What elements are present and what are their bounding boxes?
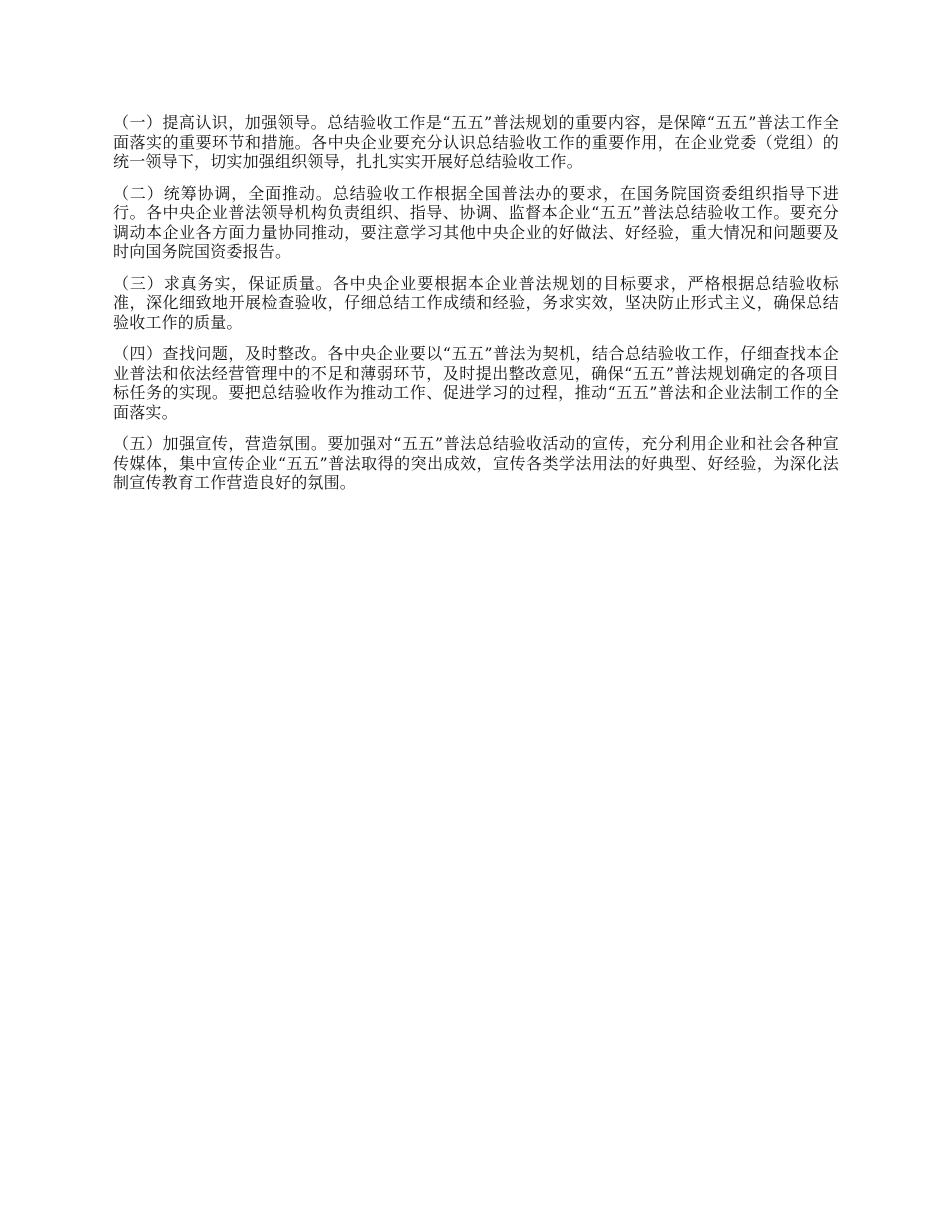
document-body [113, 113, 839, 505]
paragraph-3: （三）求真务实，保证质量。各中央企业要根据本企业普法规划的目标要求，严格根据总结验收标准，深化细致地开展检查验收，仔细总结工作成绩和经验，务求实效，坚决防止形式主义，确保总结验收工作的质量。 [113, 273, 839, 332]
paragraph-4: （四）查找问题，及时整改。各中央企业要以“五五”普法为契机，结合总结验收工作，仔细查找本企业普法和依法经营管理中的不足和薄弱环节，及时提出整改意见，确保“五五”普法规划确定的各项目标任务的实现。要把总结验收作为推动工作、促进学习的过程，推动“五五”普法和企业法制工作的全面落实。 [113, 344, 839, 422]
paragraph-5: （五）加强宣传，营造氛围。要加强对“五五”普法总结验收活动的宣传，充分利用企业和社会各种宣传媒体，集中宣传企业“五五”普法取得的突出成效，宣传各类学法用法的好典型、好经验，为深化法制宣传教育工作营造良好的氛围。 [113, 434, 839, 492]
paragraph-1: （一）提高认识，加强领导。总结验收工作是“五五”普法规划的重要内容，是保障“五五”普法工作全面落实的重要环节和措施。各中央企业要充分认识总结验收工作的重要作用，在企业党委（党组）的统一领导下，切实加强组织领导，扎扎实实开展好总结验收工作。 [113, 113, 839, 171]
paragraph-2: （二）统筹协调，全面推动。总结验收工作根据全国普法办的要求，在国务院国资委组织指导下进行。各中央企业普法领导机构负责组织、指导、协调、监督本企业“五五”普法总结验收工作。要充分调动本企业各方面力量协同推动，要注意学习其他中央企业的好做法、好经验，重大情况和问题要及时向国务院国资委报告。 [113, 183, 839, 261]
